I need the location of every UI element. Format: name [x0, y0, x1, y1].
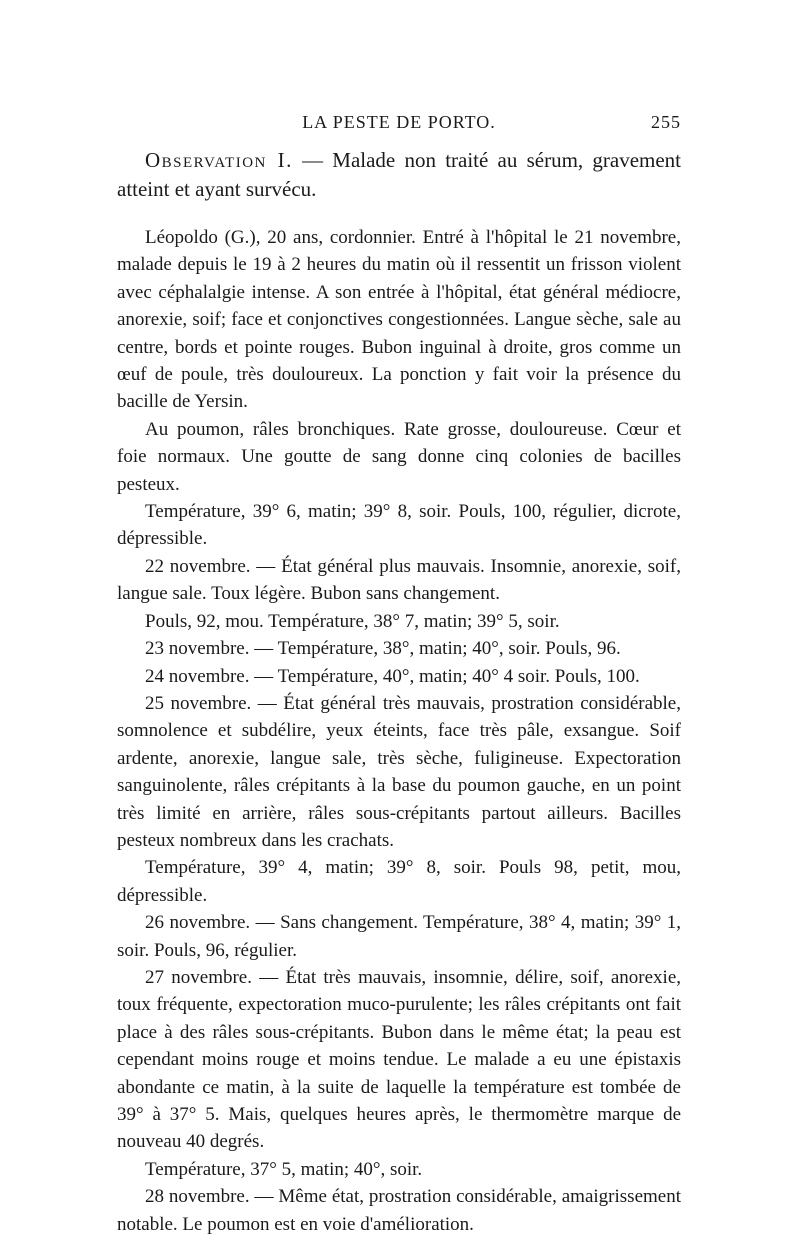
paragraph-nov-22: 22 novembre. — État général plus mauvais. Insomnie, anorexie, soif, langue sale. Toux légère. Bubon sans changement.: [117, 555, 681, 605]
paragraph-lungs: Au poumon, râles bronchiques. Rate grosse, douloureuse. Cœur et foie normaux. Une goutte de sang donne cinq colonies de bacilles pesteux.: [117, 418, 681, 495]
paragraph-temperature-21: Température, 39° 6, matin; 39° 8, soir. Pouls, 100, régulier, dicrote, dépressible.: [117, 501, 681, 550]
paragraph-nov-26: 26 novembre. — Sans changement. Température, 38° 4, matin; 39° 1, soir. Pouls, 96, régulier.: [117, 912, 681, 961]
running-head: [117, 112, 681, 140]
paragraph-temperature-25: Température, 39° 4, matin; 39° 8, soir. Pouls 98, petit, mou, dépressible.: [117, 857, 681, 906]
paragraph-nov-23: 23 novembre. — Température, 38°, matin; 40°, soir. Pouls, 96.: [145, 638, 621, 660]
paragraph-pulse-22: Pouls, 92, mou. Température, 38° 7, matin; 39° 5, soir.: [145, 610, 560, 632]
paragraph-nov-28: 28 novembre. — Même état, prostration considérable, amaigrissement notable. Le poumon est en voie d'amélioration.: [117, 1186, 681, 1235]
paragraph-admission: Léopoldo (G.), 20 ans, cordonnier. Entré à l'hôpital le 21 novembre, malade depuis le 19 à 2 heures du matin où il ressentit un frisson violent avec céphalalgie intense. A son entrée à l'hôpital, état général médiocre, anorexie, soif; face et conjonctives congestionnées. Langue sèche, sale au centre, bords et pointe rouges. Bubon inguinal à droite, gros comme un œuf de poule, très douloureux. La ponction y fait voir la présence du bacille de Yersin.: [117, 227, 681, 413]
paragraph-nov-24: 24 novembre. — Température, 40°, matin; 40° 4 soir. Pouls, 100.: [145, 665, 640, 687]
observation-label: Observation I.: [145, 148, 293, 172]
page-number: 255: [651, 112, 681, 132]
body-text: [117, 146, 681, 1238]
observation-title: — Malade non traité au sérum, gravement atteint et ayant survécu.: [117, 148, 681, 201]
running-title: LA PESTE DE PORTO.: [302, 112, 496, 132]
paragraph-temperature-27: Température, 37° 5, matin; 40°, soir.: [145, 1158, 423, 1180]
paragraph-nov-25: 25 novembre. — État général très mauvais, prostration considérable, somnolence et subdélire, yeux éteints, face très pâle, exsangue. Soif ardente, anorexie, langue sale, très sèche, fuligineuse. Expectoration sanguinolente, râles crépitants à la base du poumon gauche, en un point très limité en arrière, râles sous-crépitants partout ailleurs. Bacilles pesteux nombreux dans les crachats.: [117, 692, 681, 851]
observation-heading: [117, 146, 681, 204]
paragraph-nov-27: 27 novembre. — État très mauvais, insomnie, délire, soif, anorexie, toux fréquente, expectoration muco-purulente; les râles crépitants ont fait place à des râles sous-crépitants. Bubon dans le même état; la peau est cependant moins rouge et moins tendue. Le malade a eu une épistaxis abondante ce matin, à la suite de laquelle la température est tombée de 39° à 37° 5. Mais, quelques heures après, le thermomètre marque de nouveau 40 degrés.: [117, 966, 681, 1153]
